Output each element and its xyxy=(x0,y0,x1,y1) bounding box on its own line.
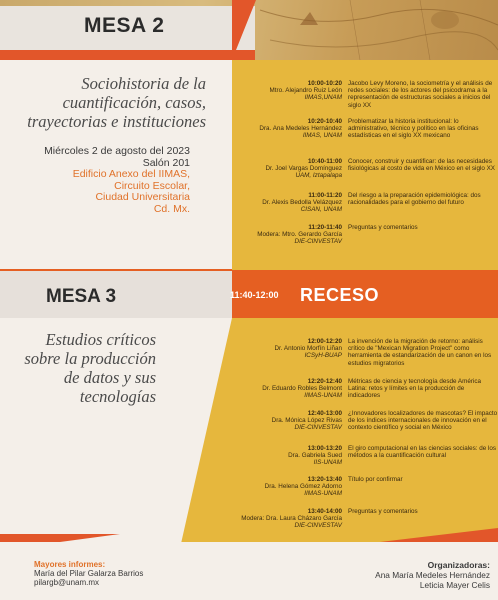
speaker-institution: CISAN, UNAM xyxy=(300,206,342,214)
receso-label: RECESO xyxy=(300,285,380,305)
speaker-institution: IIS-UNAM xyxy=(313,459,342,467)
slot-time: 13:20-13:40 xyxy=(307,476,342,483)
speaker-info xyxy=(232,118,342,140)
speaker-info xyxy=(232,338,342,360)
venue-line: Edificio Anexo del IIMAS, xyxy=(72,168,190,180)
speaker-info xyxy=(232,410,342,432)
talk-title: ¿Innovadores localizadores de mascotas? El impacto de los índices internacionales de innovación en el contexto científico y social en México xyxy=(348,410,498,432)
informes-name: María del Pilar Galarza Barrios xyxy=(34,569,144,578)
speaker-info xyxy=(232,192,342,214)
speaker-name: Dr. Alexis Bedolla Velázquez xyxy=(262,199,342,207)
speaker-name: Dra. Gabriela Sued xyxy=(288,452,342,460)
speaker-info xyxy=(232,224,342,246)
speaker-name: Dra. Mónica López Rivas xyxy=(271,417,342,425)
slot-time: 13:00-13:20 xyxy=(307,445,342,452)
slot-time: 12:00-12:20 xyxy=(307,338,342,345)
speaker-institution: DIE-CINVESTAV xyxy=(294,522,342,530)
speaker-name: Dr. Antonio Morfín Liñan xyxy=(274,345,342,353)
talk-title: Problematizar la historia institucional: lo administrativo, técnico y político en las oficinas estadísticas en el siglo XX mexicano xyxy=(348,118,479,140)
mesa2-topic-line: trayectorias e instituciones xyxy=(27,112,206,131)
speaker-institution: IIMAS, UNAM xyxy=(302,132,342,140)
speaker-institution: IIMAS,UNAM xyxy=(304,94,342,102)
mesa3-topic-line: Estudios críticos xyxy=(45,330,156,349)
slot-time: 11:20-11:40 xyxy=(308,224,342,231)
slot-time: 11:00-11:20 xyxy=(308,192,342,199)
talk-title: Preguntas y comentarios xyxy=(348,508,418,515)
talk-title: Preguntas y comentarios xyxy=(348,224,418,231)
slot-time: 12:40-13:00 xyxy=(307,410,342,417)
speaker-institution: UAM, Iztapalapa xyxy=(295,172,342,180)
speaker-institution: DIE-CINVESTAV xyxy=(294,238,342,246)
slot-time: 12:20-12:40 xyxy=(307,378,342,385)
speaker-info xyxy=(232,80,342,102)
venue-line: Ciudad Universitaria xyxy=(95,191,190,203)
receso-time: 11:40-12:00 xyxy=(230,290,279,300)
speaker-name: Dra. Ana Medeles Hernández xyxy=(259,125,342,133)
speaker-info xyxy=(232,158,342,180)
venue-line: Circuito Escolar, xyxy=(114,179,190,192)
mesa2-topic xyxy=(6,74,206,131)
venue-line: Cd. Mx. xyxy=(153,202,190,215)
talk-title: El giro computacional en las ciencias sociales: de los métodos a la cuantificación cultural xyxy=(348,445,497,460)
organizers-label: Organizadoras: xyxy=(427,560,490,570)
mesa2-topic-line: cuantificación, casos, xyxy=(62,93,206,112)
organizer-name: Ana María Medeles Hernández xyxy=(375,570,490,580)
talk-title: Métricas de ciencia y tecnología desde América Latina: retos y límites en la producción de indicadores xyxy=(348,378,482,400)
speaker-institution: DIE-CINVESTAV xyxy=(294,424,342,432)
speaker-info xyxy=(232,378,342,400)
informes-email[interactable]: pilargb@unam.mx xyxy=(34,578,100,587)
footer-organizers xyxy=(300,560,490,590)
mesa3-accent-line xyxy=(0,269,232,271)
talk-title: Conocer, construir y cuantificar: de las necesidades fisiológicas al costo de vida en México en el siglo XX xyxy=(348,158,496,173)
slot-time: 10:00-10:20 xyxy=(307,80,342,87)
mesa2-accent-bar xyxy=(0,50,255,60)
mesa3-topic xyxy=(6,330,156,406)
speaker-institution: IIMAS-UNAM xyxy=(304,490,342,498)
mesa3-topic-line: de datos y sus xyxy=(63,368,156,387)
informes-label: Mayores informes: xyxy=(34,560,106,569)
slot-time: 10:20-10:40 xyxy=(307,118,342,125)
speaker-name: Dr. Eduardo Robles Belmont xyxy=(262,385,342,393)
speaker-info xyxy=(232,445,342,467)
talk-title: La invención de la migración de retorno: análisis crítico de "Mexican Migration Project" como herramienta de estandarización de un canon en los estudios migratorios xyxy=(348,338,492,367)
mesa2-details xyxy=(6,146,190,215)
speaker-name: Dr. Joel Vargas Domínguez xyxy=(265,165,342,173)
event-date: Miércoles 2 de agosto del 2023 xyxy=(44,145,190,157)
speaker-info xyxy=(232,476,342,498)
speaker-name: Modera: Mtro. Gerardo García xyxy=(257,231,342,239)
mesa3-topic-line: sobre la producción xyxy=(24,349,156,368)
speaker-name: Dra. Helena Gómez Adorno xyxy=(264,483,342,491)
mesa2-topic-line: Sociohistoria de la xyxy=(81,74,206,93)
speaker-name: Mtro. Alejandro Ruiz León xyxy=(269,87,342,95)
mesa3-topic-line: tecnologías xyxy=(79,387,156,406)
footer-contact xyxy=(34,560,234,587)
mesa2-title: MESA 2 xyxy=(84,14,165,37)
event-room: Salón 201 xyxy=(142,156,190,169)
talk-title: Del riesgo a la preparación epidemiológica: dos racionalidades para el gobierno del futuro xyxy=(348,192,481,207)
speaker-institution: IIMAS-UNAM xyxy=(304,392,342,400)
talk-title: Título por confirmar xyxy=(348,476,403,483)
organizer-name: Leticia Mayer Celis xyxy=(419,580,490,590)
speaker-name: Modera: Dra. Laura Cházaro García xyxy=(241,515,342,523)
mesa3-title: MESA 3 xyxy=(46,286,117,307)
talk-title: Jacobo Levy Moreno, la sociometría y el análisis de redes sociales: de los actores del psicodrama a la representación de estructuras sociales a inicios del siglo XX xyxy=(348,80,493,109)
slot-time: 10:40-11:00 xyxy=(308,158,342,165)
speaker-institution: ICSyH-BUAP xyxy=(304,352,342,360)
slot-time: 13:40-14:00 xyxy=(307,508,342,515)
